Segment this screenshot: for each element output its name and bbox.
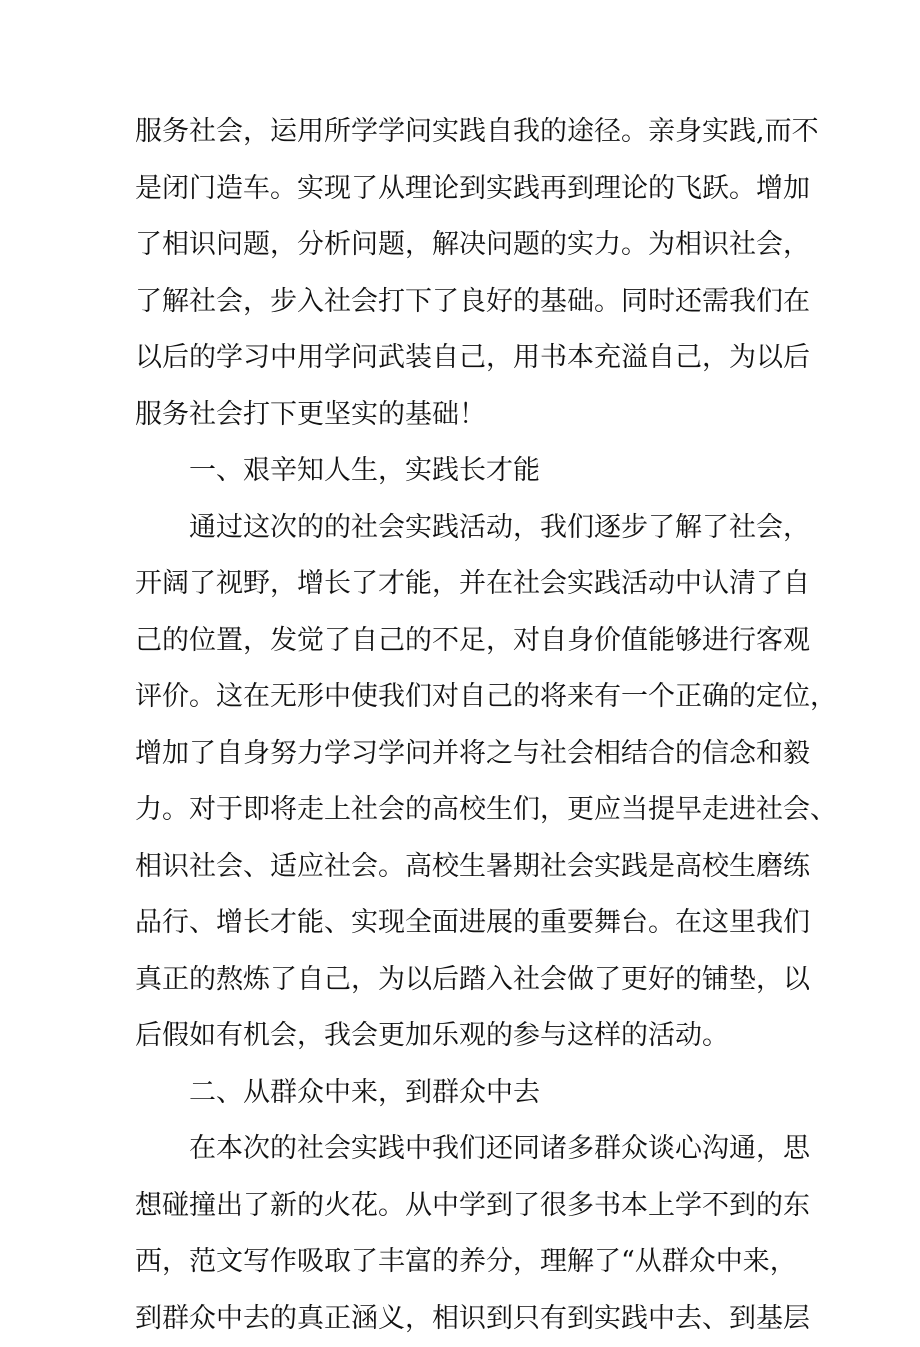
text-line: 品行、增长才能、实现全面进展的重要舞台。在这里我们: [135, 895, 795, 952]
text-line: 想碰撞出了新的火花。从中学到了很多书本上学不到的东: [135, 1178, 795, 1235]
section-heading-2: 二、从群众中来，到群众中去: [135, 1065, 795, 1122]
text-line: 在本次的社会实践中我们还同诸多群众谈心沟通，思: [135, 1121, 795, 1178]
text-line: 真正的熬炼了自己，为以后踏入社会做了更好的铺垫，以: [135, 952, 795, 1009]
text-line: 开阔了视野，增长了才能，并在社会实践活动中认清了自: [135, 556, 795, 613]
text-line: 评价。这在无形中使我们对自己的将来有一个正确的定位，: [135, 669, 795, 726]
text-line: 后假如有机会，我会更加乐观的参与这样的活动。: [135, 1008, 795, 1065]
text-line: 己的位置，发觉了自己的不足，对自身价值能够进行客观: [135, 613, 795, 670]
body-text: [135, 104, 795, 1347]
text-line: 到群众中去的真正涵义，相识到只有到实践中去、到基层: [135, 1291, 795, 1347]
text-line: 了解社会，步入社会打下了良好的基础。同时还需我们在: [135, 274, 795, 331]
text-line: 是闭门造车。实现了从理论到实践再到理论的飞跃。增加: [135, 161, 795, 218]
section-heading-1: 一、艰辛知人生，实践长才能: [135, 443, 795, 500]
text-line: 服务社会，运用所学学问实践自我的途径。亲身实践,而不: [135, 104, 795, 161]
text-line: 了相识问题，分析问题，解决问题的实力。为相识社会，: [135, 217, 795, 274]
text-line: 服务社会打下更坚实的基础！: [135, 387, 795, 444]
text-line: 以后的学习中用学问武装自己，用书本充溢自己，为以后: [135, 330, 795, 387]
text-line: 力。对于即将走上社会的高校生们，更应当提早走进社会、: [135, 782, 795, 839]
text-line: 通过这次的的社会实践活动，我们逐步了解了社会，: [135, 500, 795, 557]
text-line: 西，范文写作吸取了丰富的养分，理解了“从群众中来，: [135, 1234, 795, 1291]
text-line: 相识社会、适应社会。高校生暑期社会实践是高校生磨练: [135, 839, 795, 896]
text-line: 增加了自身努力学习学问并将之与社会相结合的信念和毅: [135, 726, 795, 783]
